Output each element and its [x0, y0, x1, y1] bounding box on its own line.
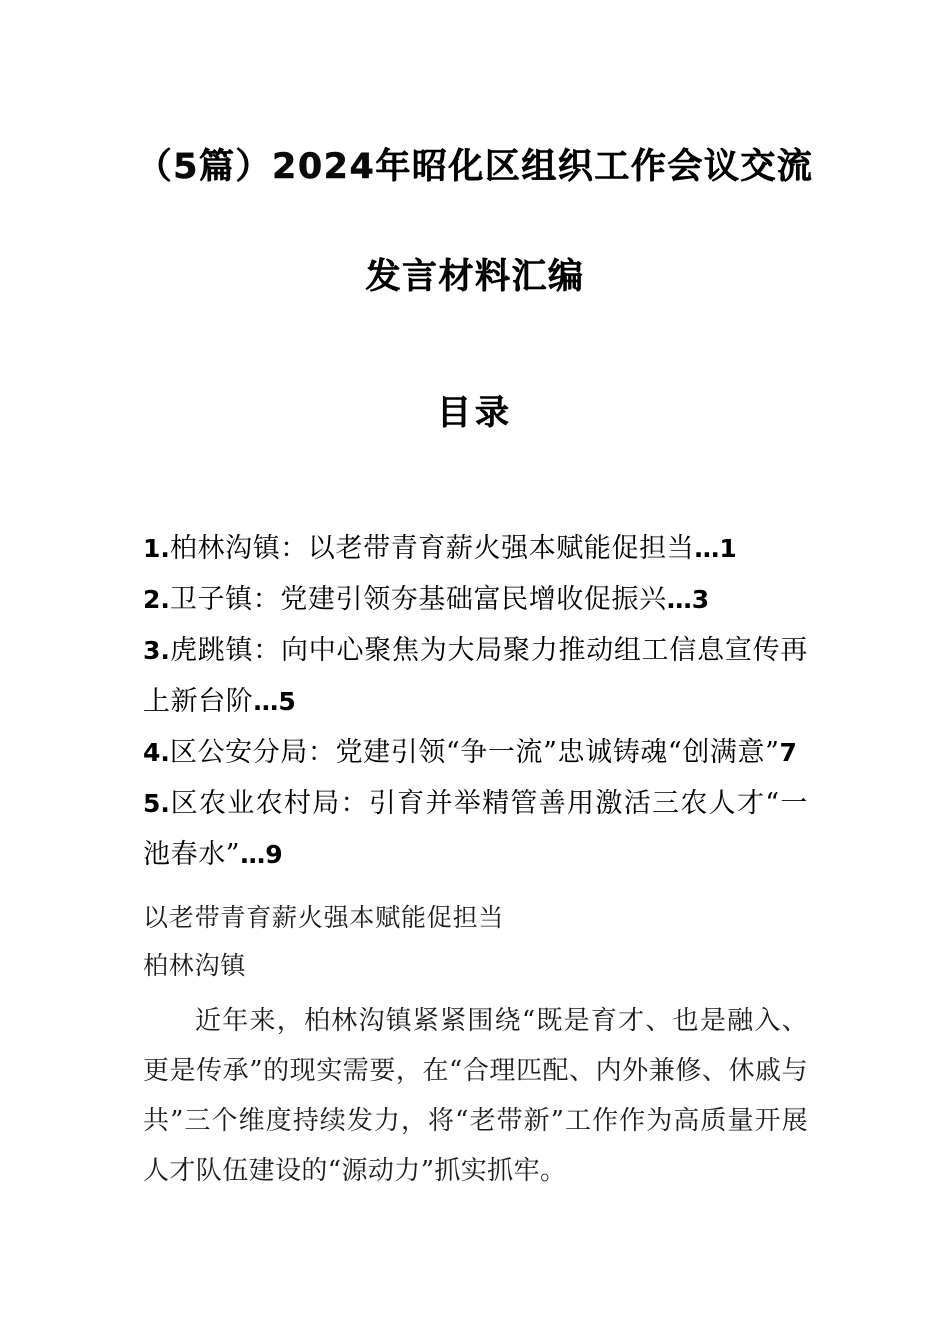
article-section [143, 894, 808, 1196]
document-title-line-1: （5篇）2024年昭化区组织工作会议交流 [136, 147, 814, 187]
toc-entry-dots: … [666, 585, 692, 614]
table-of-contents-list [143, 523, 808, 880]
toc-entry-dots: … [253, 687, 279, 716]
toc-entry-dots: … [694, 534, 720, 563]
table-of-contents-heading: 目录 [437, 393, 513, 433]
toc-entry-number: 1. [143, 534, 170, 563]
article-paragraph: 近年来，柏林沟镇紧紧围绕“既是育才、也是融入、更是传承”的现实需要，在“合理匹配、内外兼修、休戚与共”三个维度持续发力，将“老带新”工作作为高质量开展人才队伍建设的“源动力”抓实抓牢。 [143, 1006, 808, 1186]
toc-entry-label: 卫子镇：党建引领夯基础富民增收促振兴 [169, 584, 667, 615]
toc-entry-number: 2. [143, 585, 170, 614]
toc-entry-page: 3 [691, 585, 710, 614]
toc-entry-page: 1 [719, 534, 738, 563]
document-title-line-2: 发言材料汇编 [365, 257, 585, 297]
toc-entry-label: 区公安分局：党建引领“争一流”忠诚铸魂“创满意” [169, 737, 780, 768]
toc-entry-page: 5 [278, 687, 297, 716]
article-author: 柏林沟镇 [143, 951, 247, 980]
toc-entry-number: 4. [143, 738, 170, 767]
toc-entry-4[interactable] [143, 727, 808, 778]
toc-entry-5[interactable] [143, 778, 808, 880]
toc-entry-number: 3. [143, 636, 170, 665]
toc-entry-label: 区农业农村局：引育并举精管善用激活三农人才“一池春水” [143, 788, 808, 870]
toc-entry-1[interactable] [143, 523, 808, 574]
toc-entry-label: 柏林沟镇：以老带青育薪火强本赋能促担当 [169, 533, 695, 564]
toc-entry-3[interactable] [143, 625, 808, 727]
toc-entry-dots: … [240, 840, 266, 869]
toc-entry-number: 5. [143, 789, 170, 818]
content-column [143, 523, 808, 1196]
toc-entry-page: 9 [265, 840, 284, 869]
toc-entry-page: 7 [779, 738, 798, 767]
toc-entry-2[interactable] [143, 574, 808, 625]
toc-entry-label: 虎跳镇：向中心聚焦为大局聚力推动组工信息宣传再上新台阶 [143, 635, 808, 717]
article-heading: 以老带青育薪火强本赋能促担当 [143, 903, 505, 932]
